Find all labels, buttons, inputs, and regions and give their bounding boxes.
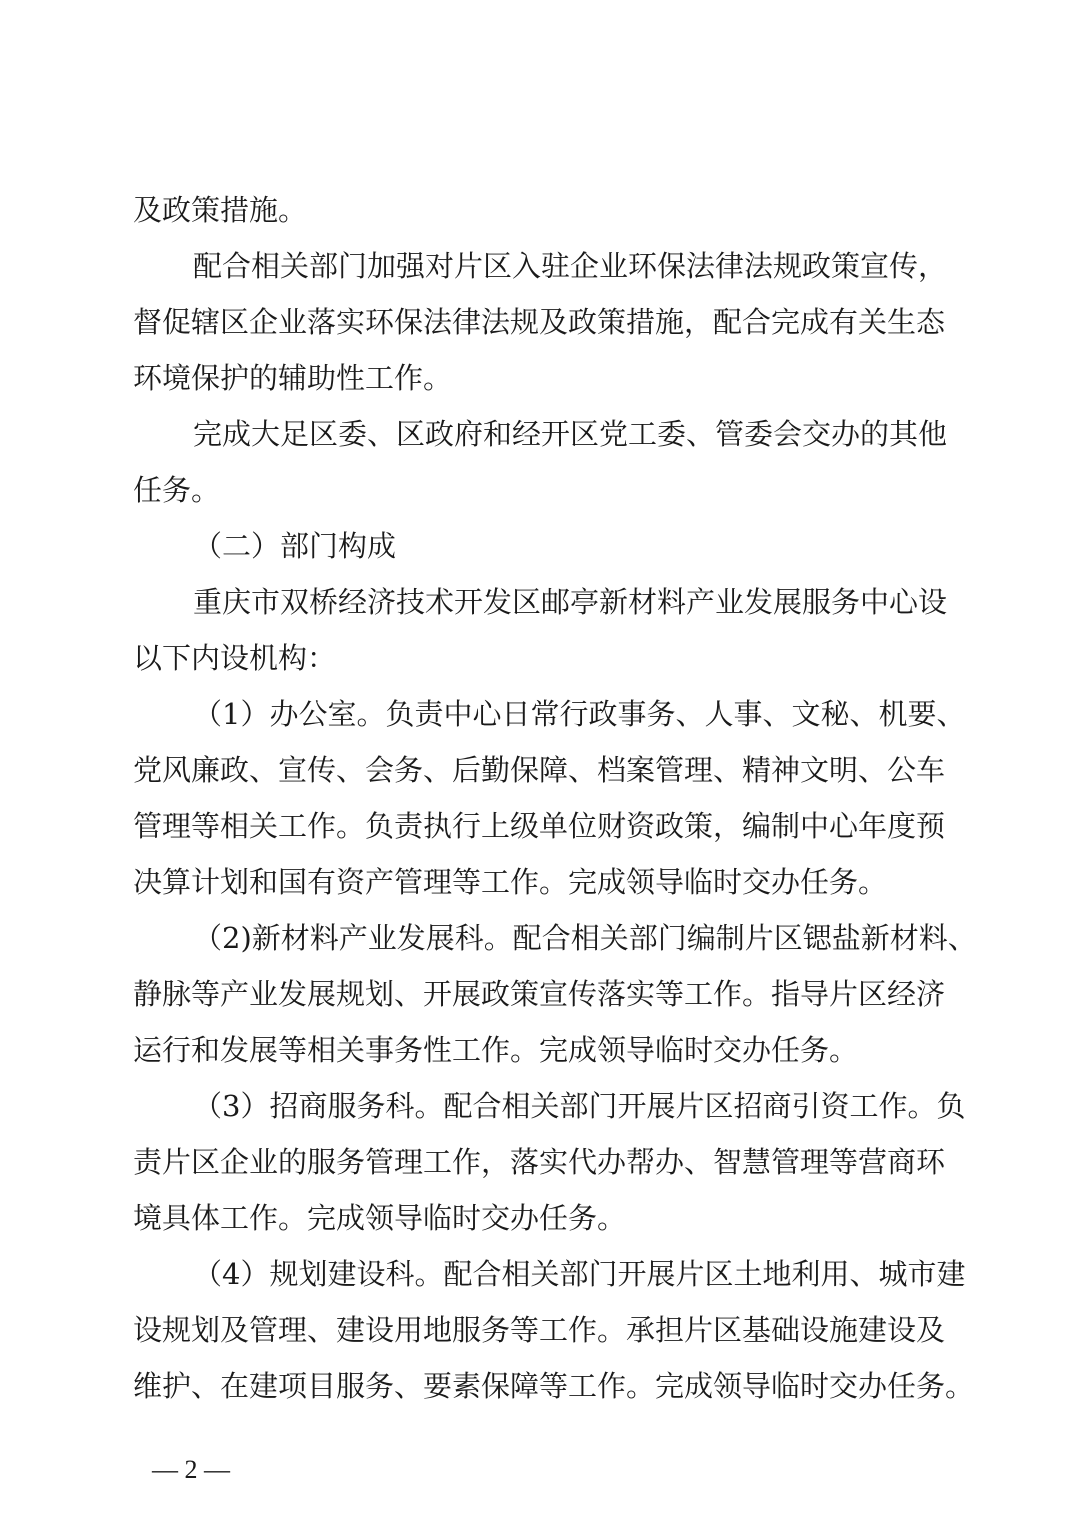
text-line: 决算计划和国有资产管理等工作。完成领导临时交办任务。 — [133, 865, 888, 899]
text-line: 境具体工作。完成领导临时交办任务。 — [133, 1201, 627, 1235]
text-line: （2)新材料产业发展科。配合相关部门编制片区锶盐新材料、 — [193, 921, 977, 955]
text-line: 设规划及管理、建设用地服务等工作。承担片区基础设施建设及 — [133, 1313, 946, 1347]
section-heading: （二）部门构成 — [193, 529, 397, 563]
text-line: 责片区企业的服务管理工作，落实代办帮办、智慧管理等营商环 — [133, 1145, 946, 1179]
text-line: 维护、在建项目服务、要素保障等工作。完成领导临时交办任务。 — [133, 1369, 975, 1403]
text-line: 任务。 — [133, 473, 221, 507]
text-line: （3）招商服务科。配合相关部门开展片区招商引资工作。负 — [193, 1089, 966, 1123]
text-line: 管理等相关工作。负责执行上级单位财资政策，编制中心年度预 — [133, 809, 946, 843]
text-line: 配合相关部门加强对片区入驻企业环保法律法规政策宣传， — [193, 249, 948, 283]
text-line: 静脉等产业发展规划、开展政策宣传落实等工作。指导片区经济 — [133, 977, 946, 1011]
text-line: 环境保护的辅助性工作。 — [133, 361, 453, 395]
text-line: （1）办公室。负责中心日常行政事务、人事、文秘、机要、 — [193, 697, 966, 731]
text-line: （4）规划建设科。配合相关部门开展片区土地利用、城市建 — [193, 1257, 966, 1291]
text-line: 以下内设机构： — [133, 641, 337, 675]
text-line: 重庆市双桥经济技术开发区邮亭新材料产业发展服务中心设 — [193, 585, 948, 619]
text-line: 运行和发展等相关事务性工作。完成领导临时交办任务。 — [133, 1033, 859, 1067]
text-line: 完成大足区委、区政府和经开区党工委、管委会交办的其他 — [193, 417, 948, 451]
text-line: 督促辖区企业落实环保法律法规及政策措施，配合完成有关生态 — [133, 305, 946, 339]
text-line: 党风廉政、宣传、会务、后勤保障、档案管理、精神文明、公车 — [133, 753, 946, 787]
page-number: — 2 — — [152, 1455, 230, 1484]
text-line: 及政策措施。 — [133, 193, 308, 227]
